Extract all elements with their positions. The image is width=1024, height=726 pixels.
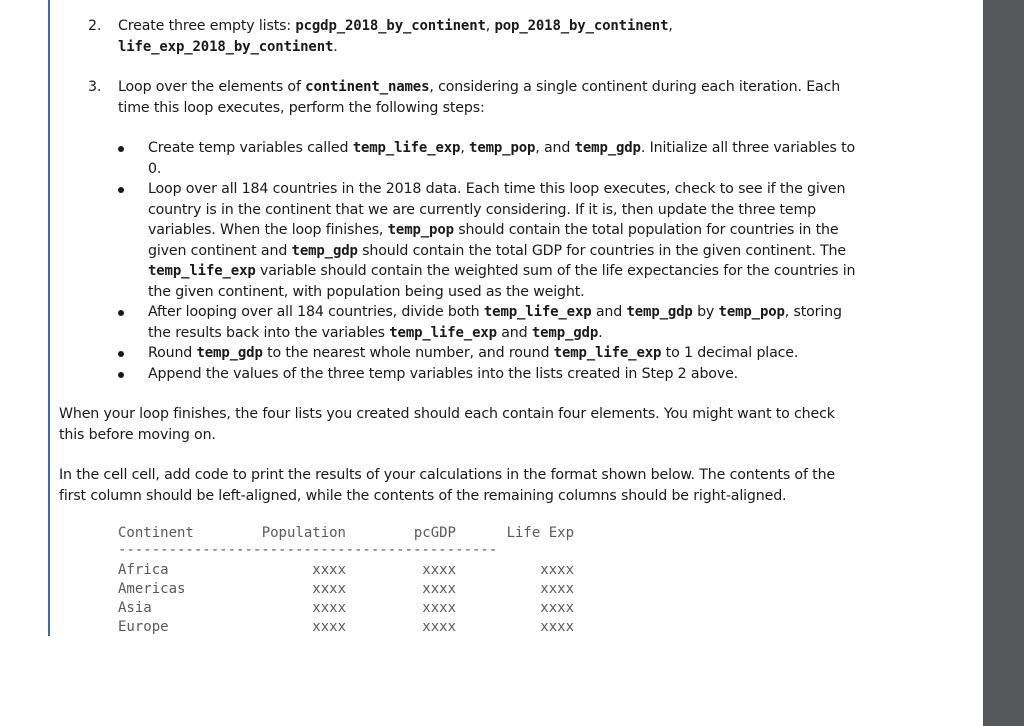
table-cell: xxxx <box>540 562 574 578</box>
table-cell: Americas <box>118 581 186 597</box>
paragraph: When your loop finishes, the four lists you created should each contain four elements. You might want to check this before moving on. <box>59 406 835 443</box>
table-cell: Europe <box>118 619 169 635</box>
code-temp-pop: temp_pop <box>718 304 785 320</box>
text: Append the values of the three temp variables into the lists created in Step 2 above. <box>148 366 739 382</box>
text: Loop over all 184 countries in the 2018 data. Each time this loop executes, check to see if the given country is in the continent that we are currently considering. If it is, then update the three temp variables. When the loop finishes, <box>148 181 846 238</box>
text: variable should contain the weighted sum of the life expectancies for the countries in the given continent, with population being used as the weight. <box>148 263 856 300</box>
column-header: Population <box>261 525 346 541</box>
text: . Initialize all three variables to 0. <box>148 140 856 177</box>
text: , <box>460 140 470 156</box>
code-temp-pop: temp_pop <box>469 140 536 156</box>
list-item-text <box>148 343 878 364</box>
sample-output-table <box>118 524 588 637</box>
text: Create temp variables called <box>148 140 353 156</box>
period: . <box>333 38 338 55</box>
column-header: Continent <box>118 525 194 541</box>
step-text: , considering a single continent during each iteration. Each time this loop executes, perform the following steps: <box>118 79 841 116</box>
code-temp-gdp: temp_gdp <box>291 242 358 259</box>
code-life-exp-list: life_exp_2018_by_continent <box>118 38 334 55</box>
code-continent-names: continent_names <box>305 79 430 95</box>
table-cell: xxxx <box>312 562 346 578</box>
list-item-text <box>148 179 878 302</box>
cell-left-border <box>48 0 50 636</box>
code-pcgdp-list: pcgdp_2018_by_continent <box>295 18 486 34</box>
column-header: pcGDP <box>413 525 456 541</box>
text: and <box>496 324 532 341</box>
text: should contain the total population for countries in the given continent and <box>148 222 839 259</box>
list-item-text <box>148 138 863 179</box>
table-cell: xxxx <box>312 581 346 597</box>
code-temp-life-exp: temp_life_exp <box>483 304 592 320</box>
bullet-icon <box>118 187 124 193</box>
code-temp-life-exp: temp_life_exp <box>389 324 497 341</box>
table-cell: xxxx <box>422 619 456 635</box>
code-temp-gdp: temp_gdp <box>626 304 693 320</box>
paragraph: In the cell cell, add code to print the results of your calculations in the format shown below. The contents of the first column should be left-aligned, while the contents of the remaining columns should be right-aligned. <box>59 467 836 504</box>
text: by <box>692 304 719 320</box>
list-item-text <box>148 364 878 385</box>
column-header: Life Exp <box>506 525 574 541</box>
code-temp-life-exp: temp_life_exp <box>352 140 461 156</box>
scrollbar-gutter[interactable] <box>983 0 1024 726</box>
table-cell: xxxx <box>312 619 346 635</box>
step-text: Loop over the elements of <box>118 79 306 95</box>
text: . <box>598 324 603 341</box>
bullet-icon <box>118 146 124 152</box>
table-cell: Africa <box>118 562 169 578</box>
code-temp-pop: temp_pop <box>387 222 454 238</box>
table-row <box>118 599 588 618</box>
table-row <box>118 618 588 637</box>
table-cell: xxxx <box>540 600 574 616</box>
bullet-icon <box>118 310 124 316</box>
text: and <box>591 304 627 320</box>
table-cell: xxxx <box>422 581 456 597</box>
text: Round <box>148 345 197 361</box>
code-pop-list: pop_2018_by_continent <box>494 18 669 34</box>
list-item-text <box>148 302 858 343</box>
table-cell: xxxx <box>422 600 456 616</box>
table-cell: xxxx <box>540 619 574 635</box>
separator: , <box>485 18 495 34</box>
table-cell: xxxx <box>312 600 346 616</box>
code-temp-gdp: temp_gdp <box>574 140 641 156</box>
code-temp-gdp: temp_gdp <box>196 345 263 361</box>
text: to 1 decimal place. <box>661 345 799 361</box>
text: After looping over all 184 countries, divide both <box>148 304 484 320</box>
step-3-text <box>118 77 868 118</box>
bullet-icon <box>118 372 124 378</box>
text: , storing the results back into the variables <box>148 304 842 341</box>
bullet-icon <box>118 351 124 357</box>
text: should contain the total GDP for countries in the given continent. The <box>357 242 846 259</box>
table-cell: xxxx <box>540 581 574 597</box>
table-header-row <box>118 524 588 543</box>
step-number: 3. <box>88 79 102 95</box>
text: to the nearest whole number, and round <box>262 345 554 361</box>
code-temp-gdp: temp_gdp <box>531 324 599 341</box>
table-row <box>118 561 588 580</box>
text: , and <box>535 140 575 156</box>
code-temp-life-exp: temp_life_exp <box>148 263 256 279</box>
step-number: 2. <box>88 18 102 34</box>
step-2-text <box>118 16 758 57</box>
step-text: Create three empty lists: <box>118 18 296 34</box>
separator: , <box>668 18 673 34</box>
table-divider: --------------------------------------------- <box>118 543 498 557</box>
table-row <box>118 580 588 599</box>
code-temp-life-exp: temp_life_exp <box>553 345 662 361</box>
table-cell: Asia <box>118 600 152 616</box>
table-cell: xxxx <box>422 562 456 578</box>
